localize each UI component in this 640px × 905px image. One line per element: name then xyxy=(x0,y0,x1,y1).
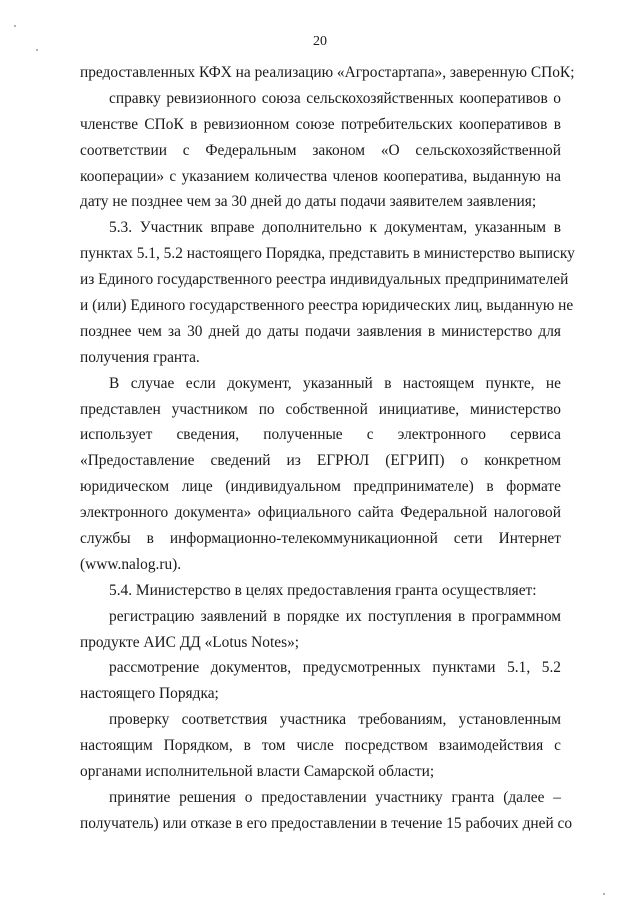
text-line: представлен участником по собственной инициативе, министерство xyxy=(80,400,561,418)
text-line: принятие решения о предоставлении участнику гранта (далее – xyxy=(109,788,561,806)
text-line: использует сведения, полученные с электронного сервиса xyxy=(80,426,561,444)
text-line: продукте АИС ДД «Lotus Notes»; xyxy=(80,633,300,651)
text-line: В случае если документ, указанный в настоящем пункте, не xyxy=(109,374,561,392)
document-body xyxy=(80,60,575,837)
scan-speck xyxy=(36,49,38,51)
text-line: 5.4. Министерство в целях предоставления гранта осуществляет: xyxy=(109,581,537,599)
scan-speck xyxy=(14,25,16,27)
text-line: «Предоставление сведений из ЕГРЮЛ (ЕГРИП) о конкретном xyxy=(80,452,561,470)
text-line: из Единого государственного реестра индивидуальных предпринимателей xyxy=(80,271,569,289)
scan-speck xyxy=(603,893,605,895)
text-line: получатель) или отказе в его предоставлении в течение 15 рабочих дней со xyxy=(80,814,573,832)
text-line: предоставленных КФХ на реализацию «Агростартапа», заверенную СПоК; xyxy=(80,64,575,81)
text-line: (www.nalog.ru). xyxy=(80,555,182,573)
text-line: 5.3. Участник вправе дополнительно к документам, указанным в xyxy=(109,219,561,237)
text-line: проверку соответствия участника требованиям, установленным xyxy=(109,711,561,729)
text-line: регистрацию заявлений в порядке их поступления в программном xyxy=(109,607,561,625)
text-line: рассмотрение документов, предусмотренных пунктами 5.1, 5.2 xyxy=(109,659,561,677)
text-line: электронного документа» официального сайта Федеральной налоговой xyxy=(80,504,561,522)
text-line: юридическом лице (индивидуальном предпринимателе) в формате xyxy=(80,478,561,496)
text-line: органами исполнительной власти Самарской области; xyxy=(80,763,435,781)
text-line: справку ревизионного союза сельскохозяйственных кооперативов о xyxy=(109,89,561,107)
text-line: настоящего Порядка; xyxy=(80,685,219,703)
text-line: позднее чем за 30 дней до даты подачи заявления в министерство для xyxy=(80,322,561,340)
text-line: кооперации» с указанием количества членов кооператива, выданную на xyxy=(80,167,561,185)
text-line: дату не позднее чем за 30 дней до даты подачи заявителем заявления; xyxy=(80,193,537,211)
text-line: пунктах 5.1, 5.2 настоящего Порядка, представить в министерство выписку xyxy=(80,245,575,263)
text-line: настоящим Порядком, в том числе посредством взаимодействия с xyxy=(80,737,561,755)
text-line: членстве СПоК в ревизионном союзе потребительских кооперативов в xyxy=(80,115,561,133)
text-line: соответствии с Федеральным законом «О сельскохозяйственной xyxy=(80,141,561,159)
page-number: 20 xyxy=(313,34,327,49)
text-line: и (или) Единого государственного реестра юридических лиц, выданную не xyxy=(80,297,574,315)
text-line: службы в информационно-телекоммуникационной сети Интернет xyxy=(80,530,561,548)
text-line: получения гранта. xyxy=(80,348,200,366)
